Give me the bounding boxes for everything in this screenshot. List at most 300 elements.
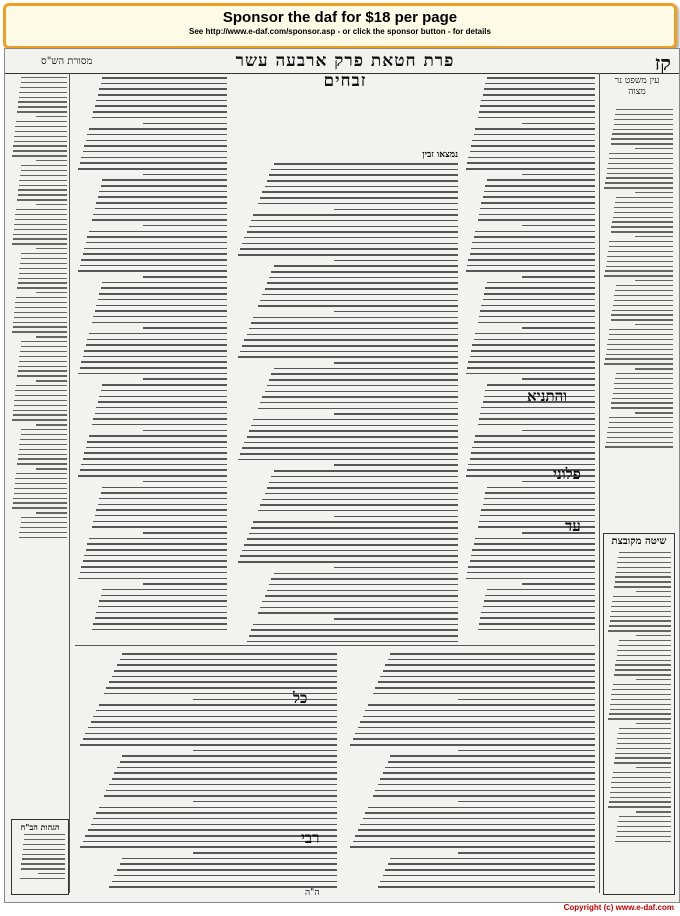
text-line [472, 549, 595, 551]
text-line [21, 429, 67, 430]
tosafot-column [463, 77, 595, 633]
text-line [99, 396, 227, 398]
text-line [143, 225, 227, 227]
text-line [84, 452, 227, 454]
text-line [615, 757, 671, 758]
text-line [91, 824, 337, 826]
text-line [612, 398, 673, 399]
text-line [355, 733, 595, 735]
text-line [247, 334, 459, 336]
text-line [615, 841, 671, 842]
text-line [19, 180, 67, 181]
masoret-label: מסורת הש"ס [41, 56, 93, 67]
text-line [19, 537, 67, 538]
text-line [83, 458, 227, 460]
text-line [614, 674, 671, 675]
text-line [470, 151, 595, 153]
text-line [16, 385, 67, 386]
text-line [247, 641, 459, 643]
text-line [334, 413, 458, 415]
text-line [470, 356, 595, 358]
text-line [83, 560, 227, 562]
text-line [635, 148, 674, 149]
text-line [334, 209, 458, 211]
text-line [522, 327, 595, 329]
text-line [380, 676, 595, 678]
text-line [616, 197, 673, 198]
text-line [606, 354, 673, 355]
text-line [101, 390, 227, 392]
text-line [16, 473, 67, 474]
text-line [471, 350, 595, 352]
text-line [14, 136, 67, 137]
text-line [36, 204, 67, 205]
text-line [606, 266, 673, 267]
text-line [93, 111, 227, 113]
hagahot-habach-text [15, 834, 65, 892]
sponsor-title[interactable]: Sponsor the daf for $18 per page [222, 9, 458, 26]
text-line [612, 221, 673, 222]
text-line [109, 784, 337, 786]
text-line [193, 801, 337, 803]
text-line [98, 606, 227, 608]
text-line [615, 753, 671, 754]
text-line [19, 92, 67, 93]
text-line [238, 254, 459, 256]
text-line [483, 606, 595, 608]
text-line [95, 208, 227, 210]
text-line [614, 295, 673, 296]
text-line [260, 504, 458, 506]
text-line [15, 214, 67, 215]
text-line [617, 567, 671, 568]
text-line [616, 285, 673, 286]
text-line [375, 687, 595, 689]
text-line [334, 567, 458, 569]
text-line [15, 302, 67, 303]
text-line [96, 407, 227, 409]
text-line [380, 881, 595, 883]
text-line [611, 319, 673, 320]
text-line [611, 407, 673, 408]
text-line [14, 493, 67, 494]
text-line [608, 163, 673, 164]
hagahot-habach-title: הגהות הב"ח [20, 822, 60, 832]
gemara-lines [233, 163, 458, 651]
text-line [608, 427, 673, 428]
text-line [15, 483, 67, 484]
text-line [95, 310, 227, 312]
text-line [271, 271, 458, 273]
text-line [93, 214, 227, 216]
text-line [610, 704, 671, 705]
right-margin-column [603, 109, 673, 529]
text-line [487, 384, 595, 386]
text-line [193, 699, 337, 701]
text-line [481, 305, 595, 307]
text-line [363, 818, 596, 820]
text-line [36, 424, 67, 425]
text-line [247, 436, 459, 438]
text-line [258, 203, 458, 205]
text-line [251, 322, 458, 324]
text-line [480, 413, 595, 415]
text-line [109, 681, 337, 683]
text-line [36, 380, 67, 381]
text-line [611, 314, 673, 315]
text-line [13, 234, 67, 235]
text-line [101, 595, 227, 597]
text-line [258, 408, 458, 410]
text-line [611, 611, 671, 612]
text-line [610, 797, 671, 798]
text-line [13, 322, 67, 323]
text-line [607, 349, 674, 350]
ein-mishpat-label: עין משפט נר מצוה [614, 76, 660, 97]
text-line [262, 294, 458, 296]
text-line [468, 157, 595, 159]
text-line [258, 612, 458, 614]
text-line [485, 595, 595, 597]
text-line [610, 616, 671, 617]
rashi-column [75, 77, 227, 639]
text-line [96, 100, 227, 102]
text-line [258, 305, 458, 307]
text-line [244, 442, 458, 444]
text-line [472, 344, 595, 346]
text-line [15, 390, 67, 391]
text-line [358, 829, 596, 831]
text-line [636, 635, 671, 636]
text-line [484, 293, 595, 295]
text-line [466, 578, 595, 580]
text-line [86, 242, 227, 244]
text-line [608, 251, 673, 252]
text-line [21, 522, 67, 523]
text-line [271, 476, 458, 478]
text-line [260, 300, 458, 302]
text-line [36, 160, 67, 161]
text-line [83, 356, 227, 358]
text-line [479, 418, 595, 420]
text-line [613, 393, 673, 394]
text-line [122, 858, 337, 860]
text-line [615, 581, 671, 582]
text-line [99, 88, 227, 90]
text-line [617, 831, 671, 832]
text-line [19, 97, 67, 98]
text-line [478, 322, 595, 324]
text-line [474, 339, 595, 341]
text-line [385, 767, 595, 769]
text-line [249, 635, 458, 637]
text-line [607, 261, 674, 262]
text-line [15, 307, 67, 308]
text-line [253, 214, 458, 216]
text-line [19, 268, 67, 269]
text-line [19, 185, 67, 186]
text-line [606, 442, 673, 443]
text-line [614, 212, 674, 213]
text-line [18, 366, 67, 367]
text-line [269, 482, 458, 484]
text-line [92, 629, 227, 631]
text-line [81, 259, 227, 261]
text-line [474, 236, 595, 238]
text-line [471, 555, 595, 557]
text-line [614, 119, 673, 120]
text-line [143, 327, 227, 329]
text-line [615, 669, 671, 670]
text-line [385, 664, 595, 666]
text-line [472, 447, 595, 449]
text-line [86, 140, 227, 142]
text-line [93, 716, 337, 718]
text-line [479, 214, 595, 216]
text-line [117, 664, 337, 666]
text-line [618, 733, 671, 734]
side-word-rebbi: רבי [301, 829, 320, 847]
text-line [143, 583, 227, 585]
text-line [238, 561, 459, 563]
text-line [109, 886, 337, 888]
text-line [143, 481, 227, 483]
text-line [269, 379, 458, 381]
text-line [19, 273, 67, 274]
side-word-vehatnan: והתניא [527, 387, 568, 405]
shita-mekubetzet-box [603, 533, 675, 895]
text-line [22, 854, 65, 855]
text-line [522, 174, 595, 176]
text-line [247, 231, 459, 233]
text-line [12, 419, 67, 420]
text-line [89, 128, 227, 130]
copyright-notice[interactable]: Copyright (c) www.e-daf.com [563, 903, 674, 912]
text-line [485, 185, 595, 187]
text-line [613, 305, 673, 306]
text-line [12, 507, 67, 508]
text-line [613, 684, 671, 685]
left-margin-divider [69, 73, 70, 893]
text-line [93, 623, 227, 625]
text-line [475, 538, 595, 540]
text-line [78, 373, 227, 375]
text-line [18, 106, 67, 107]
text-line [88, 727, 337, 729]
text-line [609, 329, 673, 330]
text-line [267, 180, 458, 182]
text-line [114, 875, 337, 877]
text-line [20, 175, 67, 176]
text-line [17, 199, 67, 200]
text-line [368, 704, 596, 706]
text-line [13, 326, 67, 327]
text-line [86, 344, 227, 346]
text-line [360, 824, 595, 826]
text-line [610, 620, 671, 621]
text-line [479, 623, 595, 625]
text-line [86, 549, 227, 551]
text-line [81, 157, 227, 159]
sponsor-subtitle[interactable]: See http://www.e-daf.com/sponsor.asp - or click the sponsor button - for details [189, 27, 491, 36]
text-line [265, 493, 459, 495]
text-line [383, 875, 596, 877]
text-line [608, 806, 671, 807]
text-line [481, 202, 595, 204]
text-line [617, 655, 671, 656]
text-line [470, 560, 595, 562]
text-line [240, 351, 458, 353]
text-line [618, 645, 671, 646]
text-line [334, 618, 458, 620]
text-line [485, 287, 595, 289]
text-line [471, 248, 595, 250]
text-line [87, 134, 227, 136]
text-line [385, 869, 595, 871]
text-line [607, 344, 673, 345]
text-line [617, 826, 671, 827]
text-line [614, 124, 674, 125]
text-line [253, 317, 458, 319]
gemara-opening-words: נמצאו זבין [422, 150, 458, 160]
text-line [15, 478, 67, 479]
text-line [479, 111, 595, 113]
text-line [355, 835, 595, 837]
text-line [609, 422, 673, 423]
text-line [18, 370, 67, 371]
text-line [478, 219, 595, 221]
text-line [240, 555, 458, 557]
footer-marker: ה"ה [305, 888, 320, 898]
text-line [265, 186, 459, 188]
text-line [267, 487, 458, 489]
text-line [99, 293, 227, 295]
text-line [242, 345, 458, 347]
text-line [478, 424, 595, 426]
text-line [14, 488, 67, 489]
text-line [635, 236, 674, 237]
text-line [89, 231, 227, 233]
text-line [612, 310, 673, 311]
text-line [102, 179, 227, 181]
text-line [636, 591, 671, 592]
text-line [373, 795, 596, 797]
text-line [99, 191, 227, 193]
sponsor-banner[interactable] [3, 3, 677, 49]
text-line [16, 297, 67, 298]
text-line [368, 807, 596, 809]
text-line [96, 612, 227, 614]
text-line [611, 143, 673, 144]
text-line [88, 829, 337, 831]
text-line [609, 713, 671, 714]
text-line [21, 258, 67, 259]
text-line [249, 226, 458, 228]
bottom-tosafot-continuation [345, 653, 595, 893]
text-line [36, 248, 67, 249]
text-line [614, 762, 671, 763]
text-line [617, 650, 671, 651]
text-line [474, 543, 595, 545]
text-line [19, 449, 67, 450]
side-word-kol: כל [293, 689, 308, 707]
text-line [616, 836, 671, 837]
text-line [143, 276, 227, 278]
text-line [613, 596, 671, 597]
text-line [251, 527, 458, 529]
text-line [611, 226, 673, 227]
text-line [258, 510, 458, 512]
text-line [17, 287, 67, 288]
text-line [378, 886, 596, 888]
text-line [334, 362, 458, 364]
text-line [614, 207, 673, 208]
text-line [84, 350, 227, 352]
text-line [353, 738, 596, 740]
text-line [350, 846, 595, 848]
text-line [611, 782, 671, 783]
text-line [84, 555, 227, 557]
text-line [99, 807, 337, 809]
text-line [20, 439, 67, 440]
text-line [265, 288, 459, 290]
text-line [619, 640, 671, 641]
text-line [80, 367, 227, 369]
text-line [19, 532, 67, 533]
text-line [616, 109, 673, 110]
text-line [375, 790, 595, 792]
text-line [104, 795, 337, 797]
daf-number: קז [654, 51, 671, 75]
text-line [617, 562, 671, 563]
text-line [613, 772, 671, 773]
text-line [334, 464, 458, 466]
text-line [21, 341, 67, 342]
text-line [615, 664, 671, 665]
right-margin-divider [599, 73, 600, 893]
text-line [18, 454, 67, 455]
text-line [80, 846, 337, 848]
text-line [609, 334, 673, 335]
text-line [13, 410, 67, 411]
text-line [350, 744, 595, 746]
text-line [89, 435, 227, 437]
text-line [615, 576, 671, 577]
side-word-plony: פלוני [553, 465, 581, 483]
text-line [606, 177, 673, 178]
text-line [247, 538, 459, 540]
text-line [262, 396, 458, 398]
text-line [93, 521, 227, 523]
text-line [21, 434, 67, 435]
text-line [143, 123, 227, 125]
text-line [388, 659, 596, 661]
text-line [334, 311, 458, 313]
text-line [80, 744, 337, 746]
text-line [253, 521, 458, 523]
text-line [390, 858, 595, 860]
text-line [249, 430, 458, 432]
text-line [615, 202, 673, 203]
text-line [122, 755, 337, 757]
text-line [253, 419, 458, 421]
text-line [114, 670, 337, 672]
text-line [522, 583, 595, 585]
text-line [13, 150, 67, 151]
text-line [609, 153, 673, 154]
text-line [106, 790, 337, 792]
text-line [16, 209, 67, 210]
